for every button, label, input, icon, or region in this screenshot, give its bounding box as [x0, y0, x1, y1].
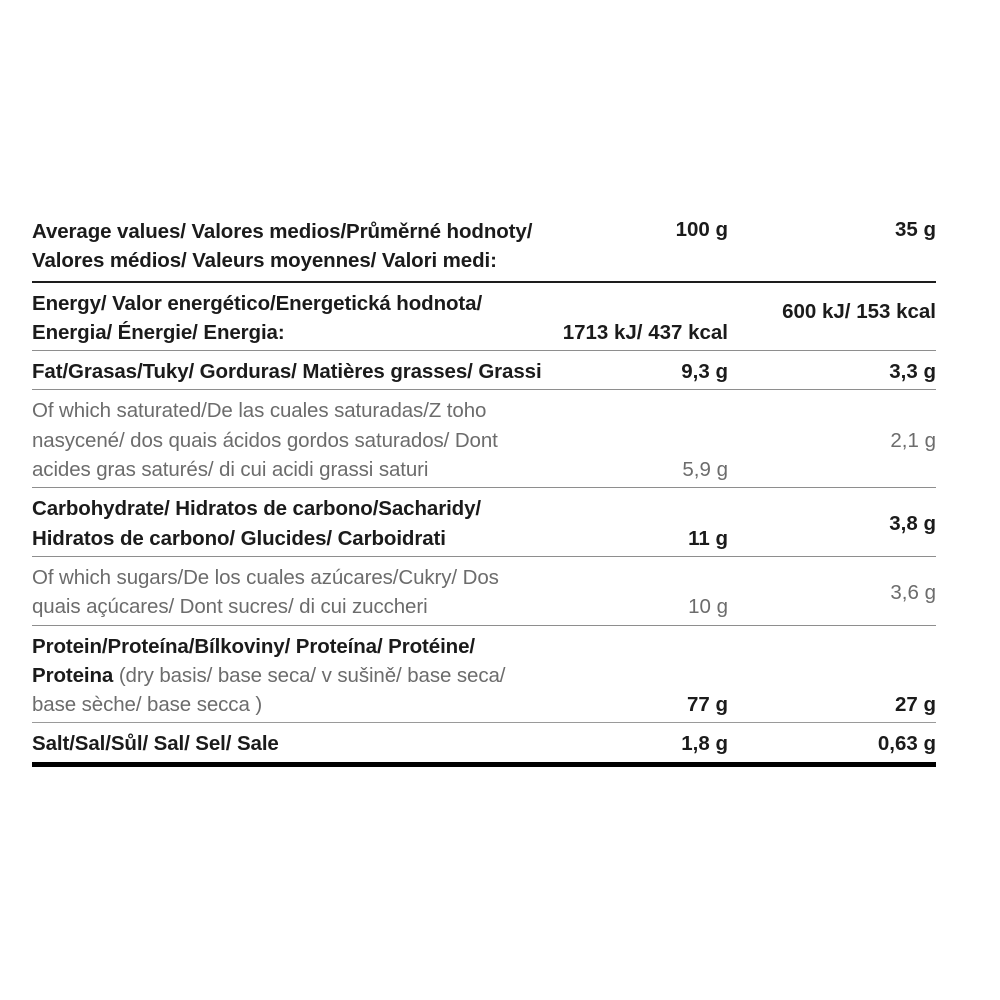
row-label-salt: Salt/Sal/Sůl/ Sal/ Sel/ Sale	[32, 723, 552, 764]
nutrition-label	[32, 215, 936, 767]
row-label-saturated-fat: Of which saturated/De las cuales saturadas/Z toho nasycené/ dos quais ácidos gordos saturados/ Dont acides gras saturés/ di cui acidi grassi saturi	[32, 390, 552, 488]
row-value-35g-energy: 600 kJ/ 153 kcal	[728, 282, 936, 351]
table-row-salt	[32, 723, 936, 764]
row-value-100g-fat: 9,3 g	[552, 351, 728, 390]
header-label: Average values/ Valores medios/Průměrné hodnoty/ Valores médios/ Valeurs moyennes/ Valori medi:	[32, 215, 552, 282]
row-value-100g-energy: 1713 kJ/ 437 kcal	[552, 282, 728, 351]
header-col-100g: 100 g	[552, 215, 728, 282]
table-row-sugars	[32, 556, 936, 625]
table-header-row	[32, 215, 936, 282]
row-label-protein	[32, 625, 552, 723]
row-label-protein-note: (dry basis/ base seca/ v sušině/ base seca/ base sèche/ base secca )	[32, 663, 506, 717]
nutrition-table	[32, 215, 936, 767]
row-label-protein-bold: Protein/Proteína/Bílkoviny/ Proteína/ Protéine/ Proteina	[32, 634, 475, 687]
row-value-35g-salt: 0,63 g	[728, 723, 936, 764]
row-value-100g-sugars: 10 g	[552, 556, 728, 625]
row-value-100g-carbohydrate: 11 g	[552, 488, 728, 557]
table-row-protein	[32, 625, 936, 723]
row-label-fat: Fat/Grasas/Tuky/ Gorduras/ Matières grasses/ Grassi	[32, 351, 552, 390]
row-value-35g-protein: 27 g	[728, 625, 936, 723]
table-row-saturated-fat	[32, 390, 936, 488]
row-label-sugars: Of which sugars/De los cuales azúcares/Cukry/ Dos quais açúcares/ Dont sucres/ di cui zuccheri	[32, 556, 552, 625]
row-label-carbohydrate: Carbohydrate/ Hidratos de carbono/Sacharidy/ Hidratos de carbono/ Glucides/ Carboidrati	[32, 488, 552, 557]
row-value-35g-fat: 3,3 g	[728, 351, 936, 390]
row-value-35g-saturated-fat: 2,1 g	[728, 390, 936, 488]
row-value-100g-salt: 1,8 g	[552, 723, 728, 764]
header-col-35g: 35 g	[728, 215, 936, 282]
table-row-fat	[32, 351, 936, 390]
row-value-100g-saturated-fat: 5,9 g	[552, 390, 728, 488]
row-value-35g-carbohydrate: 3,8 g	[728, 488, 936, 557]
row-value-100g-protein: 77 g	[552, 625, 728, 723]
table-row-energy	[32, 282, 936, 351]
table-row-carbohydrate	[32, 488, 936, 557]
row-label-energy: Energy/ Valor energético/Energetická hodnota/ Energia/ Énergie/ Energia:	[32, 282, 552, 351]
row-value-35g-sugars: 3,6 g	[728, 556, 936, 625]
